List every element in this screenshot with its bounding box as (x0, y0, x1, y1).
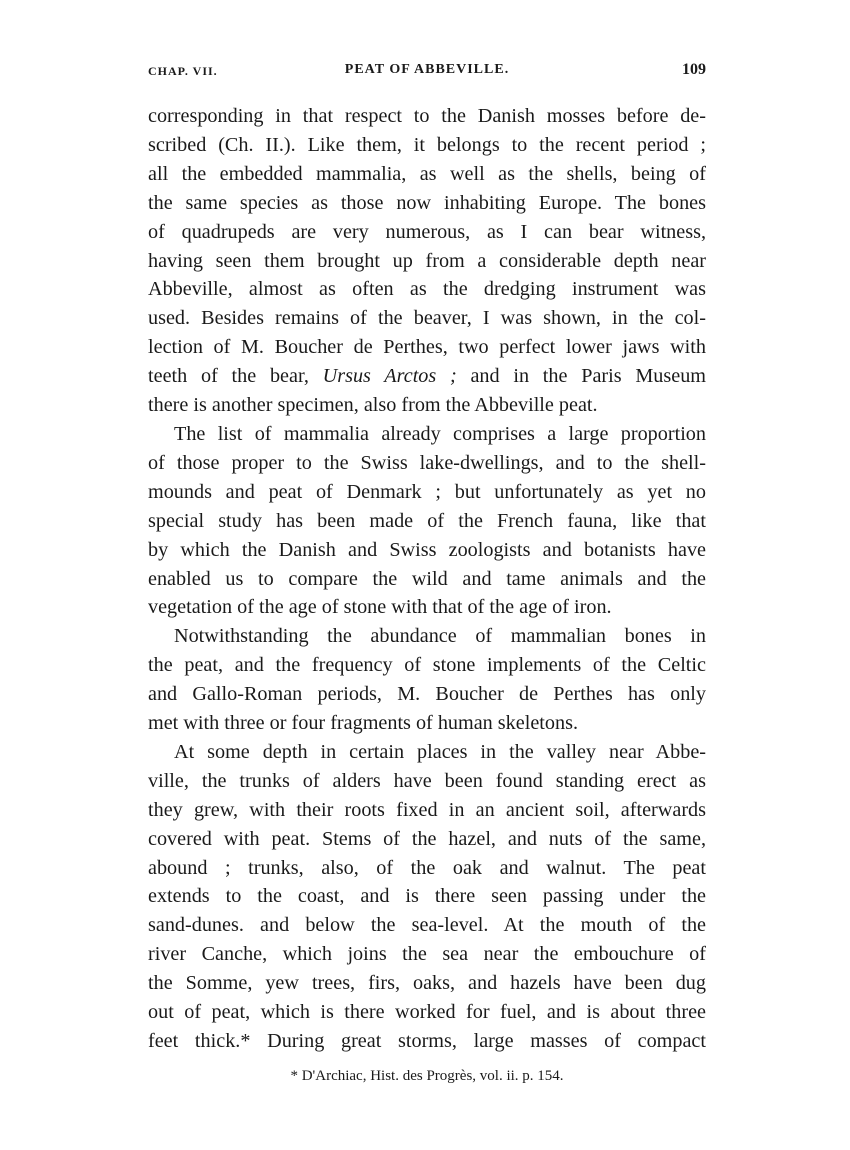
text-line: ville, the trunks of alders have been found standing erect as (148, 769, 706, 792)
chapter-label: CHAP. VII. (148, 64, 218, 78)
text-line: having seen them brought up from a considerable depth near (148, 249, 706, 272)
text-line: they grew, with their roots fixed in an ancient soil, afterwards (148, 798, 706, 821)
page-title: PEAT OF ABBEVILLE. (344, 62, 510, 77)
text-line: At some depth in certain places in the valley near Abbe- (174, 740, 706, 763)
paragraph-4 (148, 738, 706, 1056)
text-line: scribed (Ch. II.). Like them, it belongs to the recent period ; (148, 133, 706, 156)
text-line-italic (148, 362, 706, 391)
footnote: * D'Archiac, Hist. des Progrès, vol. ii. p. 154. (290, 1067, 564, 1084)
text-run: and in the Paris Museum (456, 365, 706, 388)
text-line: vegetation of the age of stone with that of the age of iron. (148, 596, 612, 619)
text-line: abound ; trunks, also, of the oak and walnut. The peat (148, 856, 706, 879)
text-line: the same species as those now inhabiting Europe. The bones (148, 191, 706, 214)
body-text (148, 102, 706, 1056)
text-line: met with three or four fragments of human skeletons. (148, 712, 578, 735)
text-line: sand-dunes. and below the sea-level. At the mouth of the (148, 914, 706, 937)
text-line: out of peat, which is there worked for fuel, and is about three (148, 1001, 706, 1024)
text-line: river Canche, which joins the sea near the embouchure of (148, 943, 706, 966)
page-number: 109 (682, 61, 706, 78)
text-line: covered with peat. Stems of the hazel, and nuts of the same, (148, 827, 706, 850)
text-line: there is another specimen, also from the Abbeville peat. (148, 394, 598, 417)
text-run: teeth of the bear, (148, 365, 323, 388)
text-line: lection of M. Boucher de Perthes, two perfect lower jaws with (148, 336, 706, 359)
text-line: extends to the coast, and is there seen passing under the (148, 885, 706, 908)
text-line: of quadrupeds are very numerous, as I can bear witness, (148, 220, 706, 243)
text-line: all the embedded mammalia, as well as the shells, being of (148, 162, 706, 185)
text-line: the peat, and the frequency of stone implements of the Celtic (148, 654, 706, 677)
book-page (148, 58, 706, 1086)
running-head (148, 58, 706, 82)
text-line: enabled us to compare the wild and tame animals and the (148, 567, 706, 590)
paragraph-3 (148, 622, 706, 738)
text-line: special study has been made of the French fauna, like that (148, 509, 706, 532)
text-line: mounds and peat of Denmark ; but unfortunately as yet no (148, 480, 706, 503)
text-line: Notwithstanding the abundance of mammalian bones in (174, 625, 706, 648)
paragraph-1 (148, 102, 706, 420)
paragraph-2 (148, 420, 706, 622)
text-line: feet thick.* During great storms, large masses of compact (148, 1030, 706, 1052)
text-line: by which the Danish and Swiss zoologists and botanists have (148, 538, 706, 561)
text-line: Abbeville, almost as often as the dredging instrument was (148, 278, 706, 301)
text-line: used. Besides remains of the beaver, I was shown, in the col- (148, 307, 706, 330)
species-name: Ursus Arctos ; (322, 365, 457, 388)
text-line: and Gallo-Roman periods, M. Boucher de Perthes has only (148, 683, 706, 706)
text-line: the Somme, yew trees, firs, oaks, and hazels have been dug (148, 972, 706, 995)
text-line: of those proper to the Swiss lake-dwellings, and to the shell- (148, 451, 706, 474)
text-line: The list of mammalia already comprises a large proportion (174, 422, 706, 445)
text-line: corresponding in that respect to the Danish mosses before de- (148, 105, 706, 127)
